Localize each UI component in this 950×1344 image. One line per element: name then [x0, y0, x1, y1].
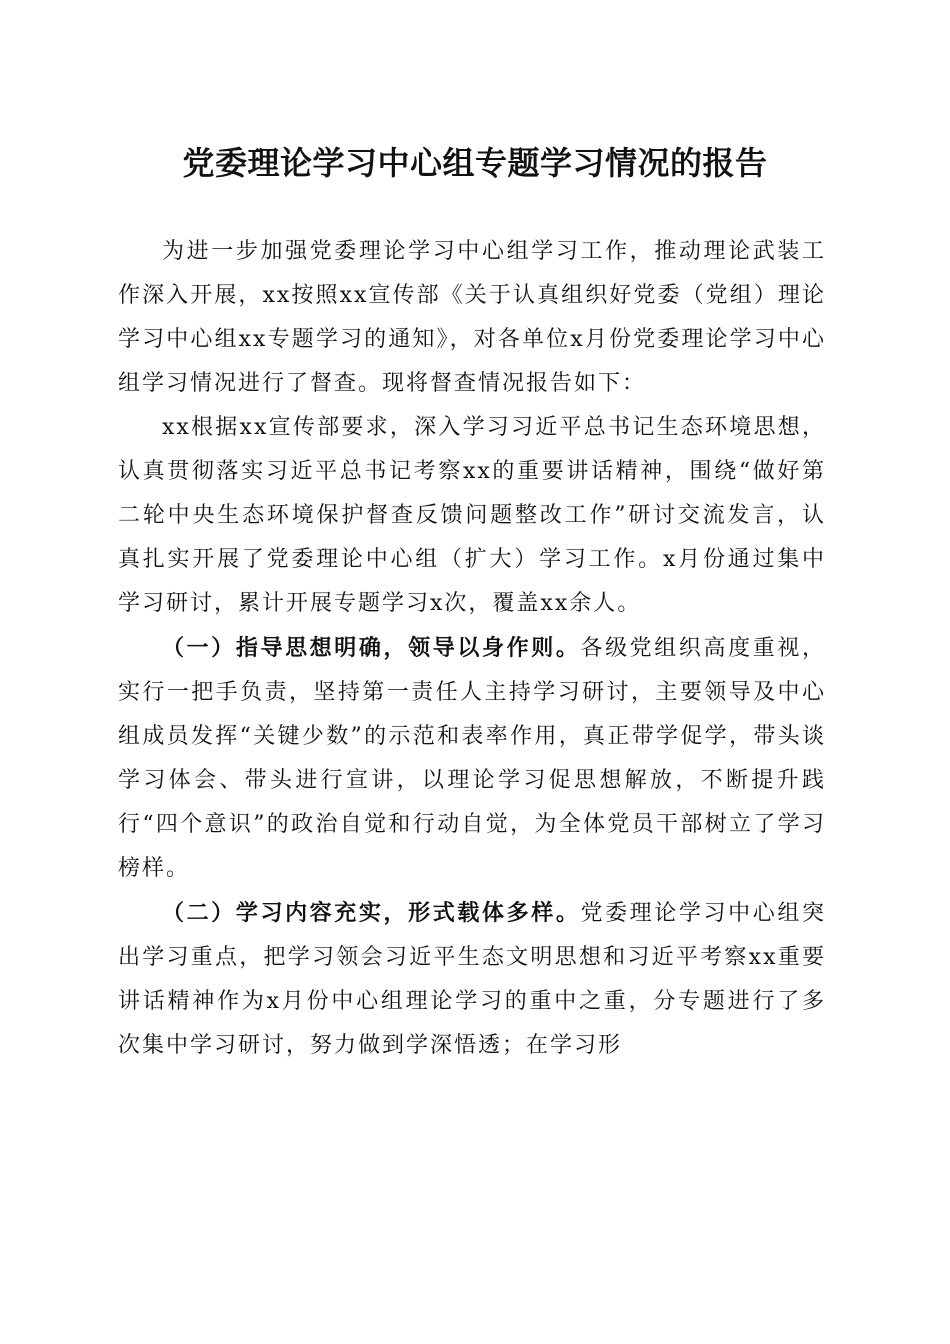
document-body: [118, 230, 826, 1068]
paragraph-section-1: [118, 626, 826, 891]
section-heading: （二）学习内容充实，形式载体多样。: [162, 900, 581, 926]
paragraph-overview: [118, 406, 826, 626]
paragraph-text: 为进一步加强党委理论学习中心组学习工作，推动理论武装工作深入开展，xx按照xx宣传部《关于认真组织好党委（党组）理论学习中心组xx专题学习的通知》，对各单位x月份党委理论学习中心组学习情况进行了督查。现将督查情况报告如下：: [118, 239, 826, 396]
paragraph-text: 各级党组织高度重视，实行一把手负责，坚持第一责任人主持学习研讨，主要领导及中心组成员发挥“关键少数”的示范和表率作用，真正带学促学，带头谈学习体会、带头进行宣讲，以理论学习促思想解放，不断提升践行“四个意识”的政治自觉和行动自觉，为全体党员干部树立了学习榜样。: [118, 636, 826, 881]
section-heading: （一）指导思想明确，领导以身作则。: [162, 635, 581, 661]
paragraph-section-2: [118, 891, 826, 1068]
paragraph-text: 党委理论学习中心组突出学习重点，把学习领会习近平生态文明思想和习近平考察xx重要讲话精神作为x月份中心组理论学习的重中之重，分专题进行了多次集中学习研讨，努力做到学深悟透；在学习形: [118, 901, 826, 1058]
paragraph-intro: [118, 230, 826, 406]
document-title: 党委理论学习中心组专题学习情况的报告: [182, 144, 768, 182]
paragraph-text: xx根据xx宣传部要求，深入学习习近平总书记生态环境思想，认真贯彻落实习近平总书记考察xx的重要讲话精神，围绕“做好第二轮中央生态环境保护督查反馈问题整改工作”研讨交流发言，认真扎实开展了党委理论中心组（扩大）学习工作。x月份通过集中学习研讨，累计开展专题学习x次，覆盖xx余人。: [118, 415, 826, 616]
